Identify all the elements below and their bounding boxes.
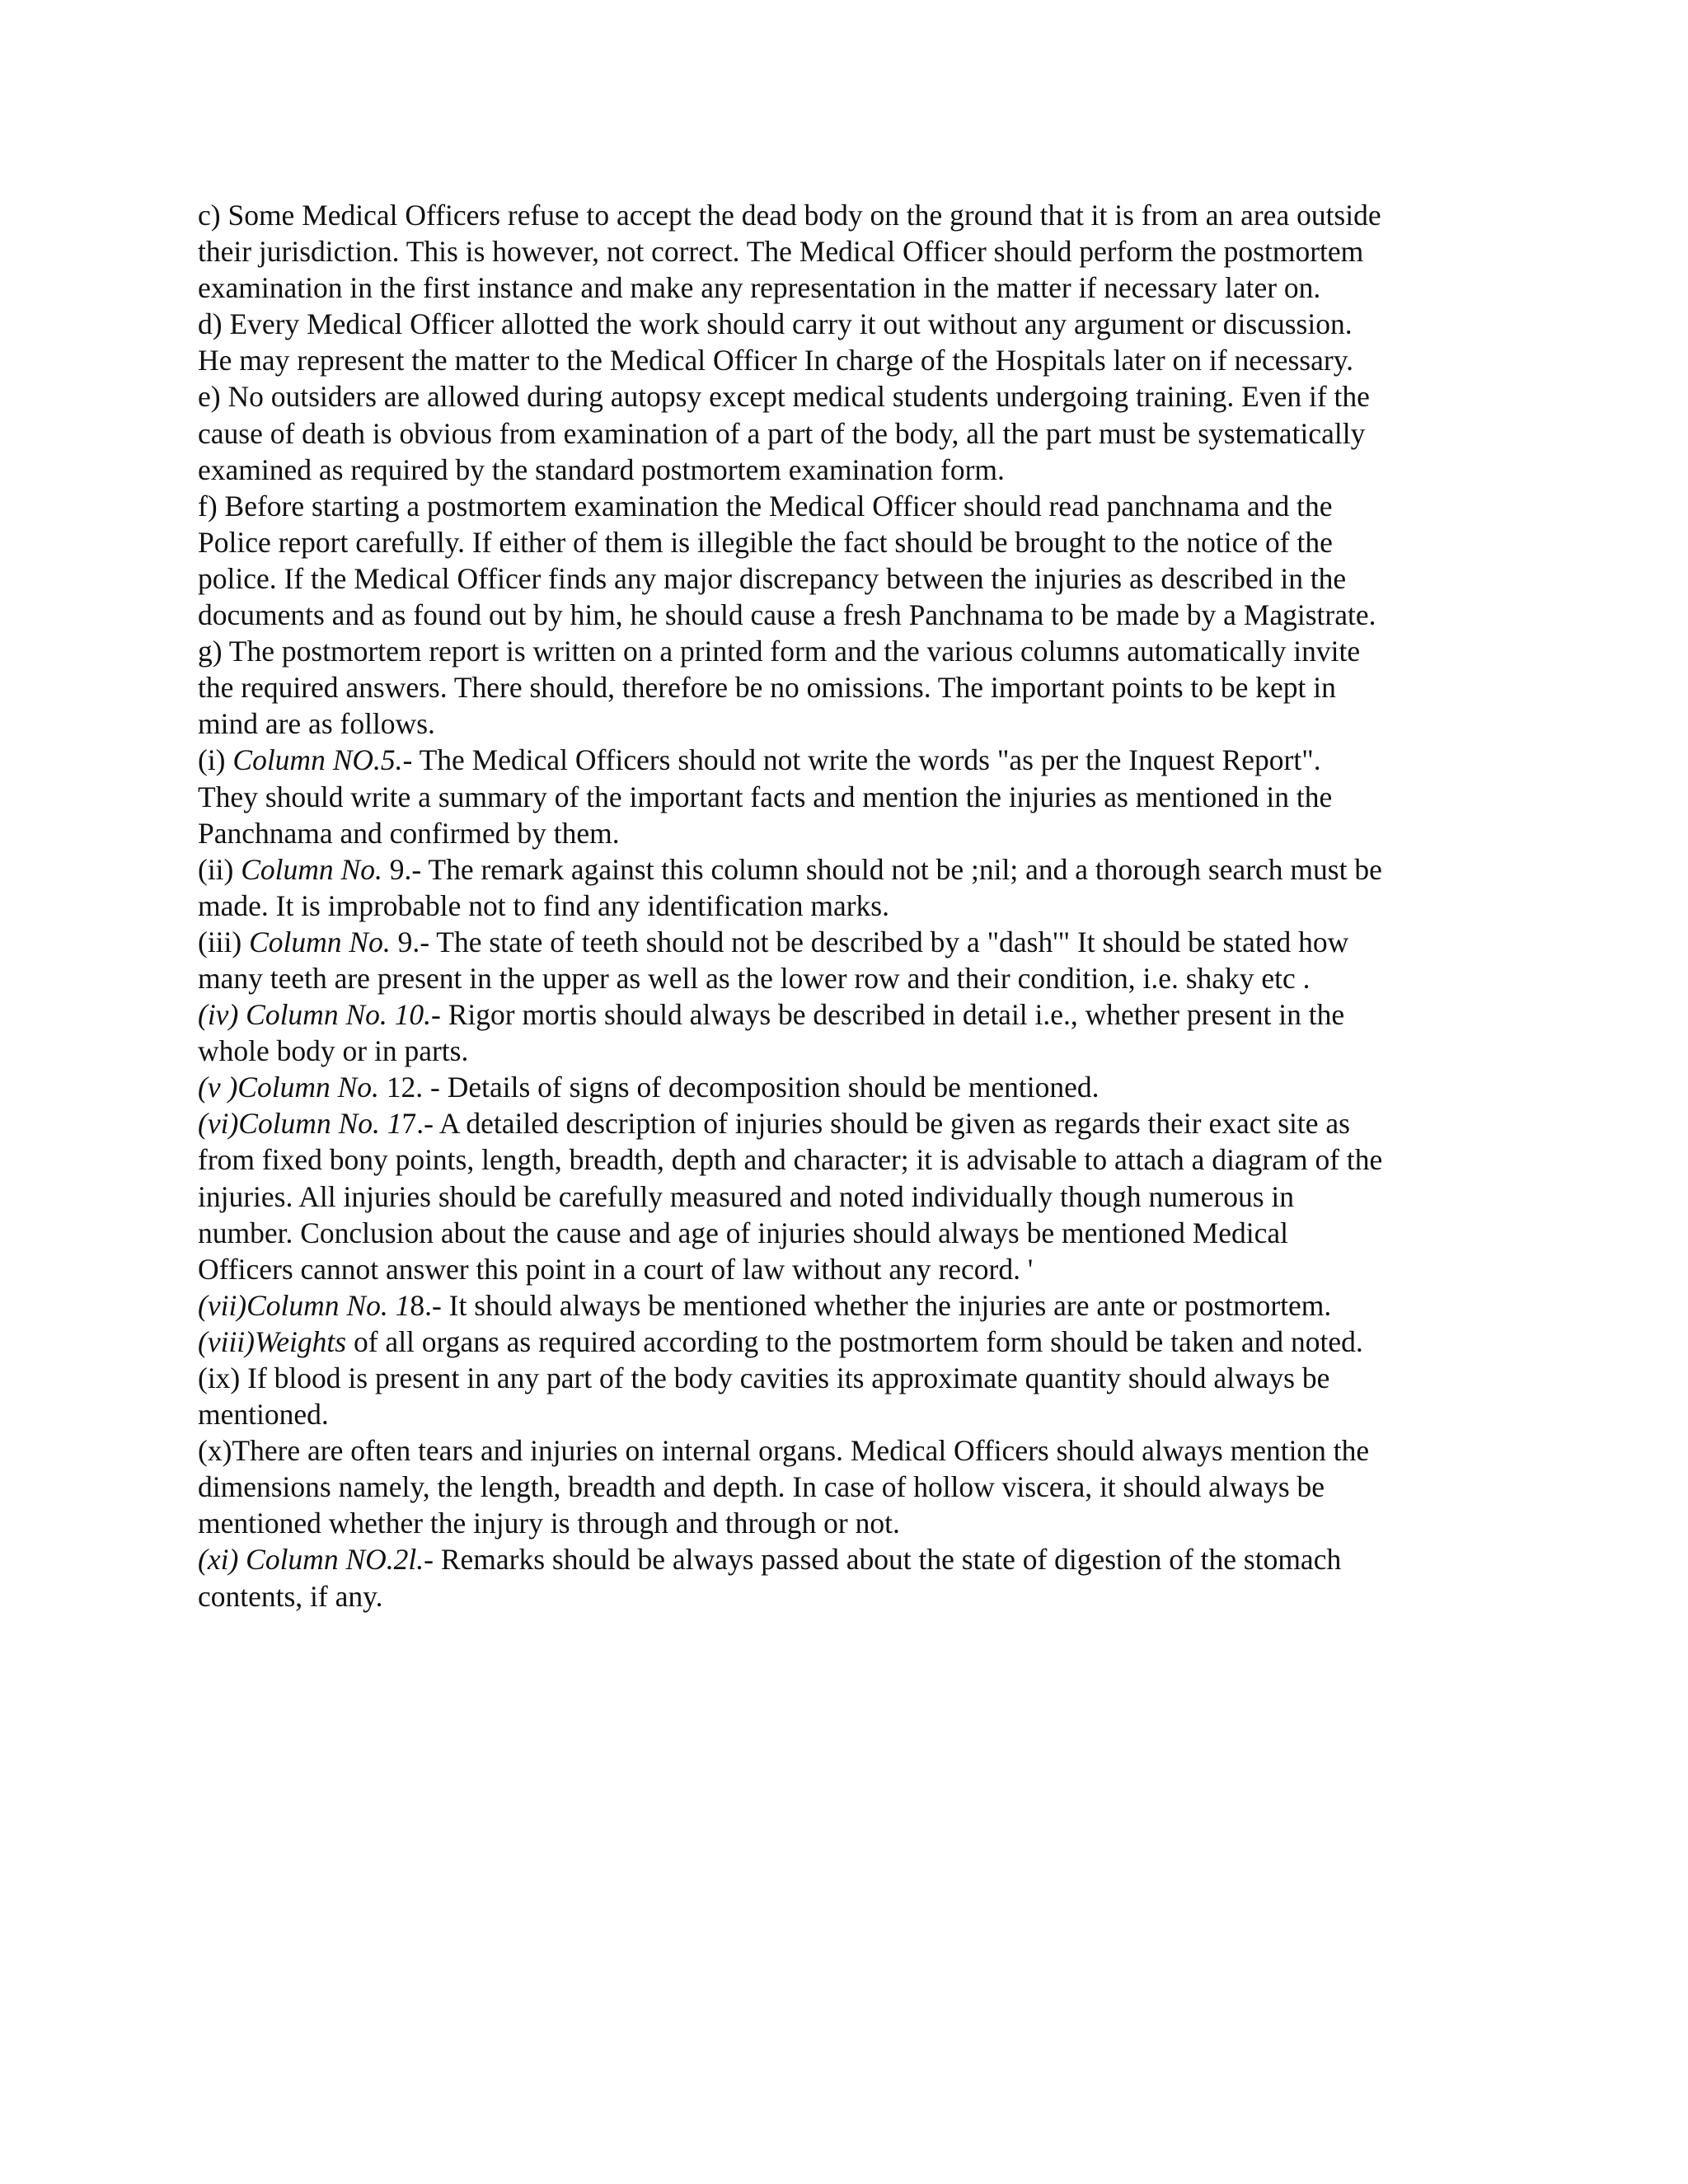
text-line	[198, 669, 1517, 705]
text-line	[198, 742, 1517, 778]
text-line	[198, 1469, 1517, 1505]
text-line	[198, 560, 1517, 597]
text-line	[198, 233, 1517, 269]
text-segment: many teeth are present in the upper as well as the lower row and their condition, i.e. shaky etc .	[198, 961, 1311, 995]
text-segment: contents, if any.	[198, 1579, 383, 1613]
text-line	[198, 1578, 1517, 1615]
text-segment: 8.- It should always be mentioned whether the injuries are ante or postmortem.	[410, 1288, 1332, 1322]
document-body	[198, 197, 1517, 1615]
text-line	[198, 1179, 1517, 1215]
text-line	[198, 960, 1517, 996]
text-segment: whole body or in parts.	[198, 1034, 469, 1068]
text-line	[198, 888, 1517, 924]
text-segment: (ii)	[198, 852, 241, 886]
text-line	[198, 378, 1517, 415]
text-line	[198, 415, 1517, 452]
text-line	[198, 779, 1517, 815]
text-line	[198, 197, 1517, 233]
text-segment: (iii)	[198, 925, 250, 958]
text-segment: 9.- The remark against this column should not be ;nil; and a thorough search must be	[382, 852, 1382, 886]
text-segment: He may represent the matter to the Medical Officer In charge of the Hospitals later on if necessary.	[198, 344, 1354, 377]
text-line	[198, 705, 1517, 742]
text-line	[198, 633, 1517, 669]
text-line	[198, 1287, 1517, 1324]
text-segment: (ix) If blood is present in any part of the body cavities its approximate quantity should always be	[198, 1361, 1330, 1394]
text-segment: Panchnama and confirmed by them.	[198, 816, 620, 850]
text-segment-italic: (vi)Column No. 1	[198, 1107, 402, 1141]
text-segment-italic: (vii)Column No. 1	[198, 1288, 410, 1322]
text-segment: of all organs as required according to the postmortem form should be taken and noted.	[346, 1324, 1363, 1358]
text-segment: cause of death is obvious from examination of a part of the body, all the part must be systematically	[198, 416, 1366, 450]
text-segment: 9.- The state of teeth should not be described by a "dash'" It should be stated how	[390, 925, 1349, 958]
text-segment: f) Before starting a postmortem examination the Medical Officer should read panchnama and the	[198, 489, 1333, 523]
text-line	[198, 996, 1517, 1033]
text-segment: They should write a summary of the important facts and mention the injuries as mentioned in the	[198, 780, 1333, 813]
text-segment: mentioned.	[198, 1398, 329, 1432]
text-line	[198, 452, 1517, 488]
text-line	[198, 851, 1517, 888]
text-line	[198, 1360, 1517, 1396]
text-line	[198, 1505, 1517, 1541]
text-segment: examination in the first instance and make any representation in the matter if necessary later on.	[198, 271, 1321, 305]
text-line	[198, 1541, 1517, 1577]
text-segment: documents and as found out by him, he should cause a fresh Panchnama to be made by a Magistrate.	[198, 598, 1376, 632]
text-segment: injuries. All injuries should be carefully measured and noted individually though numerous in	[198, 1179, 1295, 1213]
text-line	[198, 269, 1517, 306]
text-segment: (x)There are often tears and injuries on internal organs. Medical Officers should always mention the	[198, 1434, 1370, 1468]
text-segment: Officers cannot answer this point in a court of law without any record. '	[198, 1252, 1034, 1286]
text-segment-italic: (xi) Column NO.2l.-	[198, 1543, 434, 1577]
text-segment-italic: (viii)Weights	[198, 1324, 347, 1358]
text-line	[198, 342, 1517, 378]
text-segment: mentioned whether the injury is through and through or not.	[198, 1507, 900, 1540]
text-segment-italic: Column NO.5.-	[232, 743, 413, 777]
text-segment: examined as required by the standard postmortem examination form.	[198, 452, 1005, 486]
text-line	[198, 1105, 1517, 1141]
text-line	[198, 1432, 1517, 1469]
text-segment: 12. - Details of signs of decomposition should be mentioned.	[378, 1071, 1100, 1104]
text-line	[198, 597, 1517, 633]
text-segment: e) No outsiders are allowed during autopsy except medical students undergoing training. Even if the	[198, 380, 1370, 414]
text-line	[198, 1396, 1517, 1432]
text-segment: from fixed bony points, length, breadth, depth and character; it is advisable to attach a diagram of the	[198, 1143, 1383, 1177]
text-segment-italic: Column No.	[249, 925, 391, 958]
text-segment: g) The postmortem report is written on a printed form and the various columns automatically invite	[198, 635, 1361, 668]
text-segment: the required answers. There should, therefore be no omissions. The important points to be kept in	[198, 671, 1336, 705]
text-line	[198, 1141, 1517, 1178]
text-segment-italic: (iv) Column No. 10.-	[198, 998, 441, 1032]
text-line	[198, 1069, 1517, 1105]
text-line	[198, 1324, 1517, 1360]
text-line	[198, 306, 1517, 342]
text-segment-italic: (v )Column No.	[198, 1071, 379, 1104]
text-segment: number. Conclusion about the cause and age of injuries should always be mentioned Medical	[198, 1216, 1289, 1249]
text-line	[198, 924, 1517, 960]
text-segment: Rigor mortis should always be described in detail i.e., whether present in the	[440, 998, 1345, 1032]
text-segment: police. If the Medical Officer finds any major discrepancy between the injuries as described in the	[198, 561, 1347, 595]
text-segment: 7.- A detailed description of injuries should be given as regards their exact site as	[401, 1107, 1350, 1141]
text-line	[198, 1251, 1517, 1287]
text-segment: d) Every Medical Officer allotted the work should carry it out without any argument or discussion.	[198, 307, 1353, 341]
text-line	[198, 1033, 1517, 1069]
text-line	[198, 1215, 1517, 1251]
text-segment: Remarks should be always passed about the state of digestion of the stomach	[433, 1543, 1342, 1577]
text-line	[198, 488, 1517, 524]
text-segment: dimensions namely, the length, breadth and depth. In case of hollow viscera, it should always be	[198, 1470, 1325, 1504]
text-line	[198, 815, 1517, 851]
text-line	[198, 524, 1517, 560]
text-segment: their jurisdiction. This is however, not correct. The Medical Officer should perform the postmortem	[198, 235, 1364, 269]
text-segment: (i)	[198, 743, 233, 777]
text-segment: The Medical Officers should not write the words "as per the Inquest Report".	[412, 743, 1321, 777]
text-segment: Police report carefully. If either of them is illegible the fact should be brought to the notice of the	[198, 525, 1333, 559]
text-segment: made. It is improbable not to find any identification marks.	[198, 888, 889, 922]
text-segment-italic: Column No.	[241, 852, 382, 886]
text-segment: mind are as follows.	[198, 707, 435, 741]
text-segment: c) Some Medical Officers refuse to accept the dead body on the ground that it is from an area outside	[198, 199, 1381, 232]
